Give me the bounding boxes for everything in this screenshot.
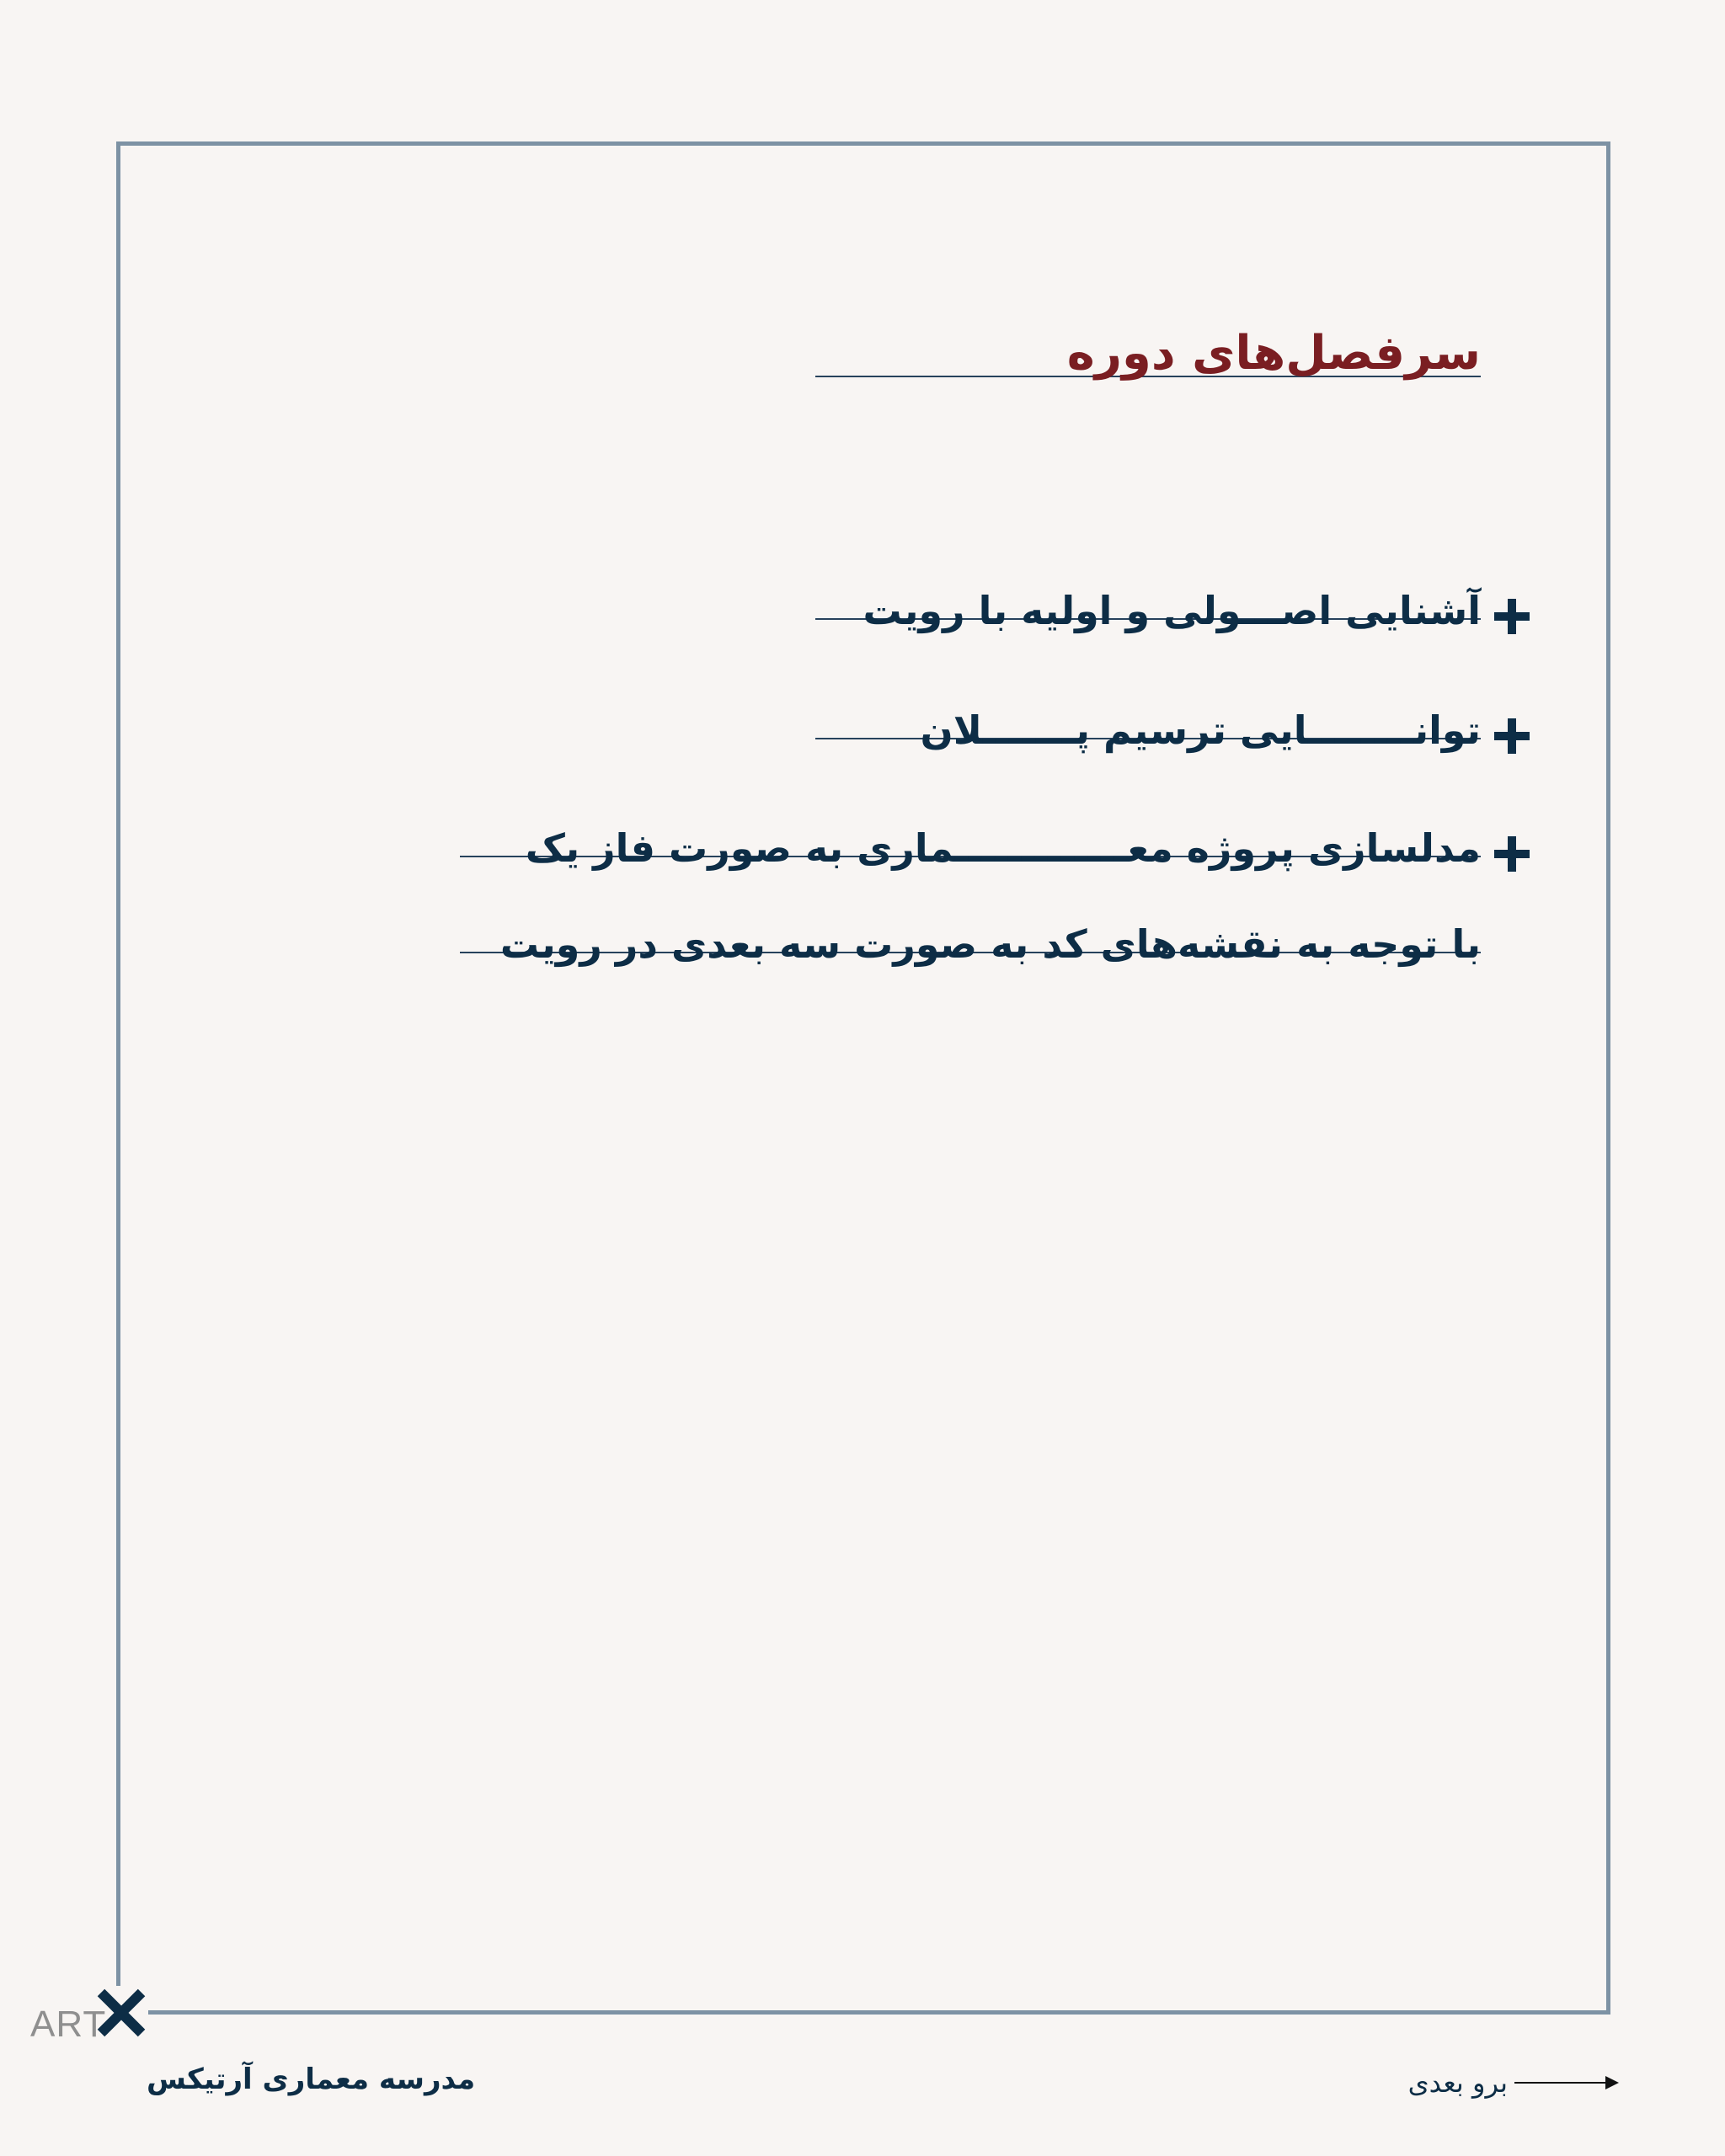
plus-icon [1494, 599, 1530, 634]
list-item-text: با توجه به نقشه‌های کد به صورت سه بعدی در رویت [499, 921, 1481, 967]
plus-icon [1494, 836, 1530, 872]
school-name: مدرسه معماری آرتیکس [147, 2063, 476, 2096]
arrow-right-icon [1514, 2074, 1619, 2091]
x-mark-icon [94, 1988, 145, 2038]
next-button[interactable] [1408, 2062, 1619, 2104]
list-item-text: آشنایی اصـــولی و اولیه با رویت [862, 588, 1481, 633]
list-item [460, 819, 1481, 886]
list-item-continuation [460, 915, 1481, 982]
plus-icon [1494, 718, 1530, 754]
list-item [815, 701, 1481, 768]
list-item [815, 581, 1481, 648]
list-item-text: توانــــــــایی ترسیم پـــــــلان [920, 707, 1481, 753]
artix-logo [30, 1986, 148, 2045]
section-title [815, 324, 1481, 383]
section-title-text: سرفصل‌های دوره [1066, 326, 1481, 381]
logo-text: ART [30, 2004, 107, 2045]
list-item-text: مدلسازی پروژه معـــــــــــــماری به صورت فاز یک [525, 825, 1481, 871]
next-label: برو بعدی [1407, 2067, 1508, 2099]
page-frame [116, 141, 1610, 2015]
